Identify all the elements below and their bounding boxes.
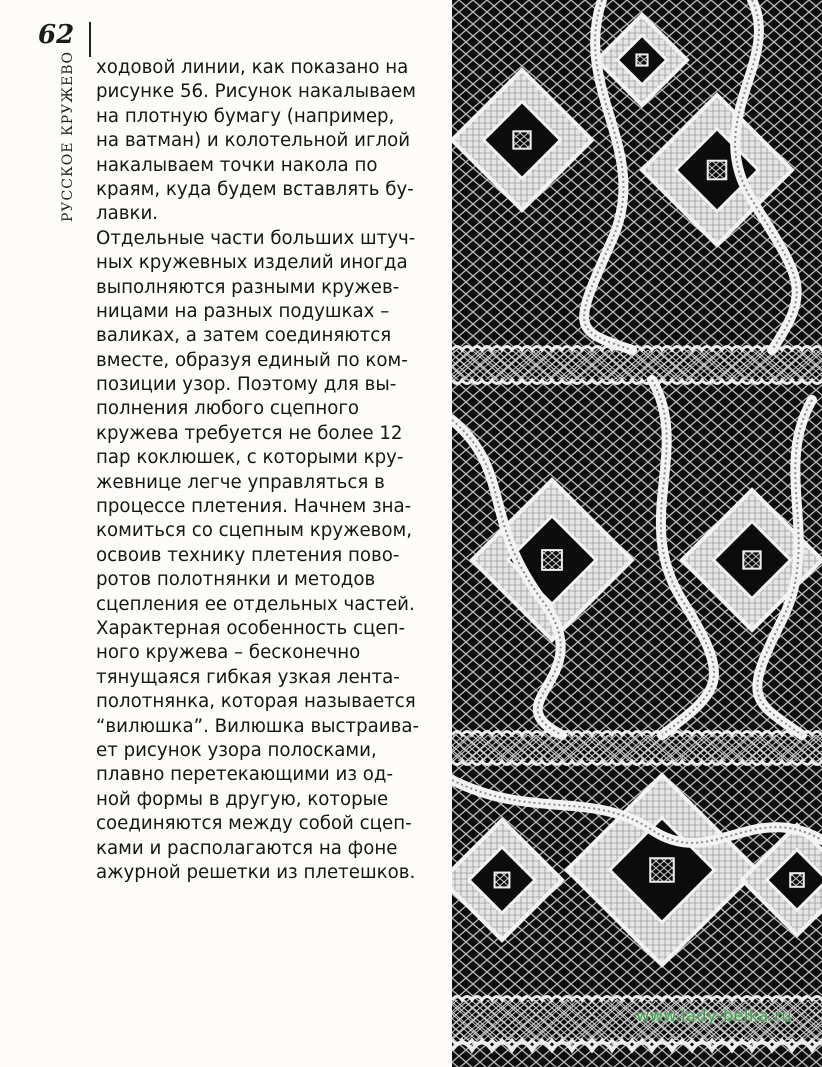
text-line: ных кружевных изделий иногда [96,252,408,274]
lace-illustration [452,0,822,1067]
text-line: лавки. [96,203,159,225]
lace-pattern [452,0,822,1067]
text-line: Отдельные части больших штуч- [96,227,416,249]
text-line: тянущаяся гибкая узкая лента- [96,666,400,688]
lace-photo [452,0,822,1067]
text-line: накалываем точки накола по [96,154,378,176]
text-line: ет рисунок узора полосками, [96,739,377,761]
text-line: ротов полотнянки и методов [96,569,376,591]
text-line: на ватман) и колотельной иглой [96,130,411,152]
text-line: освоив технику плетения пово- [96,544,400,566]
text-line: выполняются разными кружев- [96,276,400,298]
text-line: ницами на разных подушках – [96,300,390,322]
text-line: плавно перетекающими из од- [96,764,394,786]
text-line: “вилюшка”. Вилюшка выстраива- [96,715,420,737]
text-line: процессе плетения. Начнем зна- [96,496,412,518]
text-line: ной формы в другую, которые [96,788,389,810]
text-line: соединяются между собой сцеп- [96,813,412,835]
text-line: полотнянка, которая называется [96,691,416,713]
text-line: позиции узор. Поэтому для вы- [96,374,397,396]
text-line: рисунке 56. Рисунок накалываем [96,81,416,103]
text-line: сцепления ее отдельных частей. [96,593,415,615]
text-line: ками и располагаются на фоне [96,837,398,859]
text-line: валиках, а затем соединяются [96,325,392,347]
text-line: краям, куда будем вставлять бу- [96,178,414,200]
text-line: на плотную бумагу (например, [96,105,395,127]
text-line: ходовой линии, как показано на [96,57,409,78]
watermark: www.lady-belka.ru [636,1006,792,1025]
header-rule [89,22,91,57]
text-line: Характерная особенность сцеп- [96,617,406,639]
page-number: 62 [38,20,75,50]
text-line: пар коклюшек, с которыми кру- [96,447,404,469]
text-line: вместе, образуя единый по ком- [96,349,408,371]
body-text [96,56,436,885]
running-head: РУССКОЕ КРУЖЕВО [60,50,76,222]
text-line: жевнице легче управляться в [96,471,385,493]
text-line: комиться со сцепным кружевом, [96,520,413,542]
text-line: ажурной решетки из плетешков. [96,861,416,883]
text-line: ного кружева – бесконечно [96,642,361,664]
text-line: кружева требуется не более 12 [96,422,403,444]
text-line: полнения любого сцепного [96,398,360,420]
